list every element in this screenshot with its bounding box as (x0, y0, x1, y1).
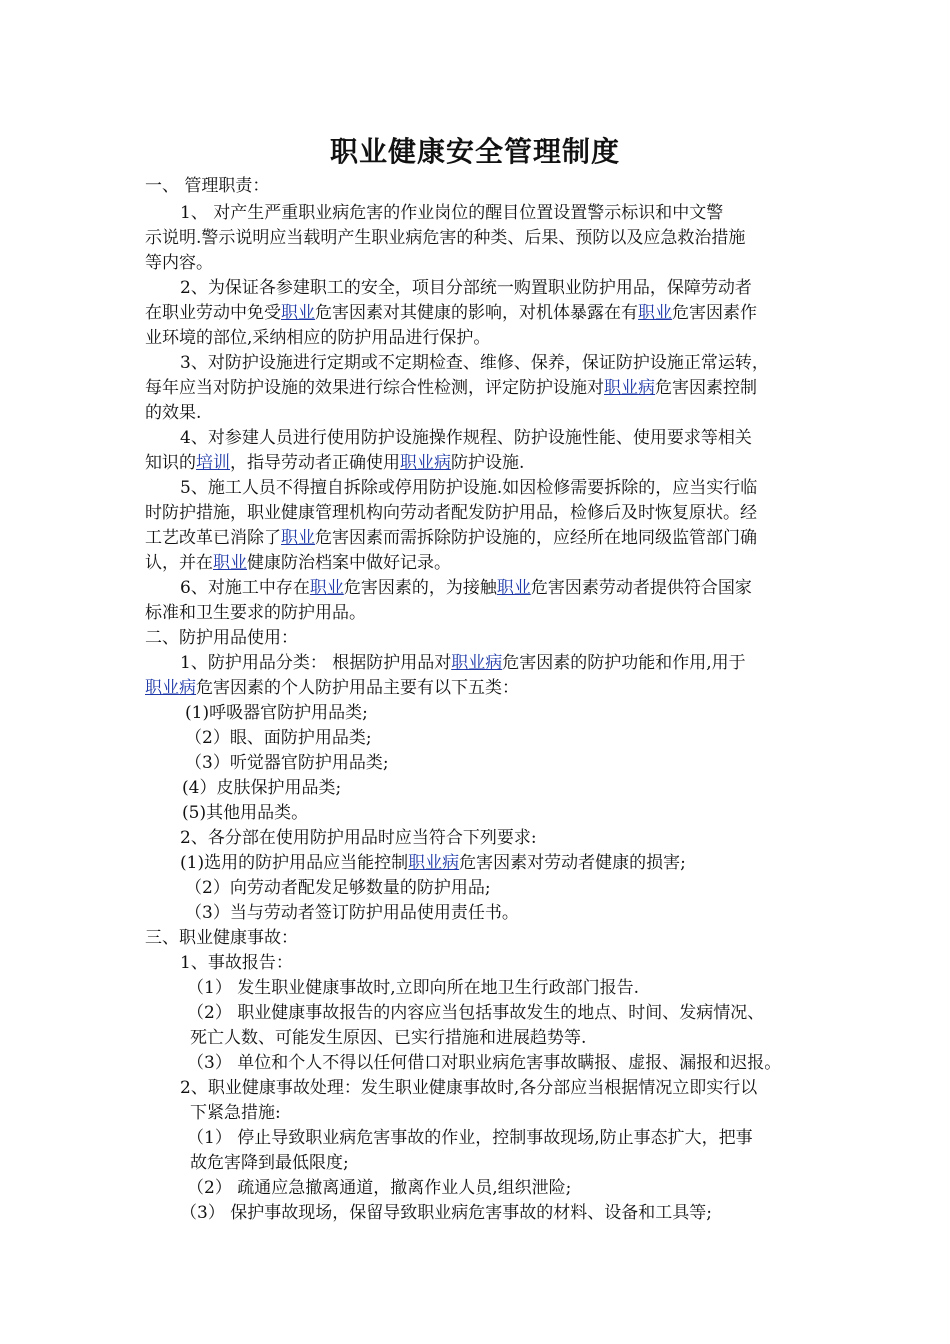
text-segment: 每年应当对防护设施的效果进行综合性检测，评定防护设施对 (145, 378, 604, 398)
text-segment: 知识的 (145, 453, 196, 473)
text-line (145, 528, 757, 550)
text-segment: 的效果. (145, 403, 202, 423)
text-segment: 二、防护用品使用： (145, 628, 298, 648)
text-line (180, 1203, 712, 1225)
text-segment: 故危害降到最低限度; (190, 1153, 349, 1173)
text-segment: 1、 对产生严重职业病危害的作业岗位的醒目位置设置警示标识和中文警 (180, 203, 724, 223)
text-segment: 危害因素对其健康的影响，对机体暴露在有 (315, 303, 638, 323)
text-line (145, 453, 524, 475)
text-segment: 一、 管理职责： (145, 176, 270, 196)
text-line (187, 1178, 571, 1200)
text-line (180, 353, 769, 375)
text-segment: （2） 疏通应急撤离通道，撤离作业人员,组织泄险; (187, 1178, 572, 1198)
text-segment: 3、对防护设施进行定期或不定期检查、维修、保养，保证防护设施正常运转， (180, 353, 769, 373)
text-segment: 等内容。 (145, 253, 213, 273)
text-line (145, 328, 490, 350)
text-segment: （1） 发生职业健康事故时,立即向所在地卫生行政部门报告. (187, 978, 640, 998)
text-line (145, 303, 757, 325)
text-segment: （1） 停止导致职业病危害事故的作业，控制事故现场,防止事态扩大，把事 (187, 1128, 753, 1148)
text-segment: (4）皮肤保护用品类; (182, 778, 342, 798)
text-segment: 示说明.警示说明应当载明产生职业病危害的种类、后果、预防以及应急救治措施 (145, 228, 746, 248)
text-segment: 2、职业健康事故处理：发生职业健康事故时,各分部应当根据情况立即实行以 (180, 1078, 758, 1098)
text-segment: 2、为保证各参建职工的安全，项目分部统一购置职业防护用品，保障劳动者 (180, 278, 752, 298)
text-segment: (1)呼吸器官防护用品类; (185, 703, 368, 723)
text-segment: 标准和卫生要求的防护用品。 (145, 603, 366, 623)
text-line (145, 603, 366, 625)
hyperlink[interactable]: 职业病 (145, 678, 196, 698)
text-line (180, 953, 293, 975)
text-line (182, 803, 308, 825)
text-segment: （2）眼、面防护用品类; (185, 728, 372, 748)
text-line (180, 828, 537, 850)
text-line (180, 578, 752, 600)
hyperlink[interactable]: 职业病 (604, 378, 655, 398)
hyperlink[interactable]: 培训 (196, 453, 230, 473)
text-segment: 健康防治档案中做好记录。 (247, 553, 451, 573)
text-line (185, 753, 389, 775)
text-line (145, 928, 298, 950)
text-line (180, 1078, 757, 1100)
text-line (182, 778, 341, 800)
hyperlink[interactable]: 职业 (281, 528, 315, 548)
text-segment: 下紧急措施: (190, 1103, 281, 1123)
text-line (145, 378, 757, 400)
text-segment: (5)其他用品类。 (182, 803, 309, 823)
hyperlink[interactable]: 职业病 (451, 653, 503, 673)
text-segment: （2）向劳动者配发足够数量的防护用品; (185, 878, 491, 898)
hyperlink[interactable]: 职业 (213, 553, 247, 573)
hyperlink[interactable]: 职业 (281, 303, 315, 323)
text-line (145, 253, 213, 275)
text-segment: 2、各分部在使用防护用品时应当符合下列要求: (180, 828, 537, 848)
text-segment: （3） 保护事故现场，保留导致职业病危害事故的材料、设备和工具等; (180, 1203, 712, 1223)
text-line (145, 553, 451, 575)
text-segment: 1、防护用品分类： 根据防护用品对 (180, 653, 452, 673)
text-line (190, 1103, 281, 1125)
hyperlink[interactable]: 职业 (638, 303, 672, 323)
text-segment: 危害因素的，为接触 (343, 578, 497, 598)
text-line (187, 1003, 764, 1025)
text-segment: 1、事故报告： (180, 953, 293, 973)
text-segment: 危害因素对劳动者健康的损害; (459, 853, 686, 873)
text-segment: 三、职业健康事故： (145, 928, 298, 948)
text-line (187, 1053, 781, 1075)
text-line (145, 628, 298, 650)
text-line (180, 853, 686, 875)
text-segment: 危害因素的防护功能和作用,用于 (502, 653, 746, 673)
text-line (145, 678, 519, 700)
text-segment: 5、施工人员不得擅自拆除或停用防护设施.如因检修需要拆除的，应当实行临 (180, 478, 758, 498)
text-line (180, 653, 746, 675)
text-line (145, 228, 745, 250)
text-segment: 危害因素控制 (655, 378, 757, 398)
page-title: 职业健康安全管理制度 (329, 135, 620, 168)
text-segment: 死亡人数、可能发生原因、已实行措施和进展趋势等. (190, 1028, 587, 1048)
text-line (185, 878, 491, 900)
text-segment: ，指导劳动者正确使用 (230, 453, 400, 473)
text-line (185, 728, 372, 750)
text-segment: 6、对施工中存在 (180, 578, 310, 598)
text-line (180, 478, 757, 500)
text-line (180, 278, 752, 300)
hyperlink[interactable]: 职业病 (408, 853, 460, 873)
text-segment: （2） 职业健康事故报告的内容应当包括事故发生的地点、时间、发病情况、 (187, 1003, 765, 1023)
text-line (185, 903, 519, 925)
text-line (187, 1128, 753, 1150)
hyperlink[interactable]: 职业 (309, 578, 344, 598)
text-segment: 危害因素劳动者提供符合国家 (530, 578, 752, 598)
text-segment: 认，并在 (145, 553, 213, 573)
hyperlink[interactable]: 职业病 (400, 453, 451, 473)
text-line (185, 703, 368, 725)
text-line (145, 503, 757, 525)
text-segment: 危害因素作 (672, 303, 757, 323)
text-line (145, 403, 201, 425)
text-segment: 在职业劳动中免受 (145, 303, 281, 323)
text-segment: (1)选用的防护用品应当能控制 (180, 853, 409, 873)
text-segment: 4、对参建人员进行使用防护设施操作规程、防护设施性能、使用要求等相关 (180, 428, 752, 448)
text-segment: 防护设施. (451, 453, 525, 473)
text-line (190, 1028, 586, 1050)
text-line (190, 1153, 349, 1175)
text-segment: 危害因素而需拆除防护设施的，应经所在地同级监管部门确 (315, 528, 757, 548)
text-segment: 时防护措施，职业健康管理机构向劳动者配发防护用品，检修后及时恢复原状。经 (145, 503, 757, 523)
text-segment: （3）听觉器官防护用品类; (185, 753, 389, 773)
text-segment: 危害因素的个人防护用品主要有以下五类： (196, 678, 519, 698)
text-line (187, 978, 639, 1000)
text-line (180, 203, 723, 225)
text-segment: 业环境的部位,采纳相应的防护用品进行保护。 (145, 328, 491, 348)
hyperlink[interactable]: 职业 (496, 578, 531, 598)
text-segment: （3）当与劳动者签订防护用品使用责任书。 (185, 903, 519, 923)
text-segment: （3） 单位和个人不得以任何借口对职业病危害事故瞒报、虚报、漏报和迟报。 (187, 1053, 782, 1073)
text-line (145, 176, 269, 198)
text-line (180, 428, 752, 450)
text-segment: 工艺改革已消除了 (145, 528, 281, 548)
